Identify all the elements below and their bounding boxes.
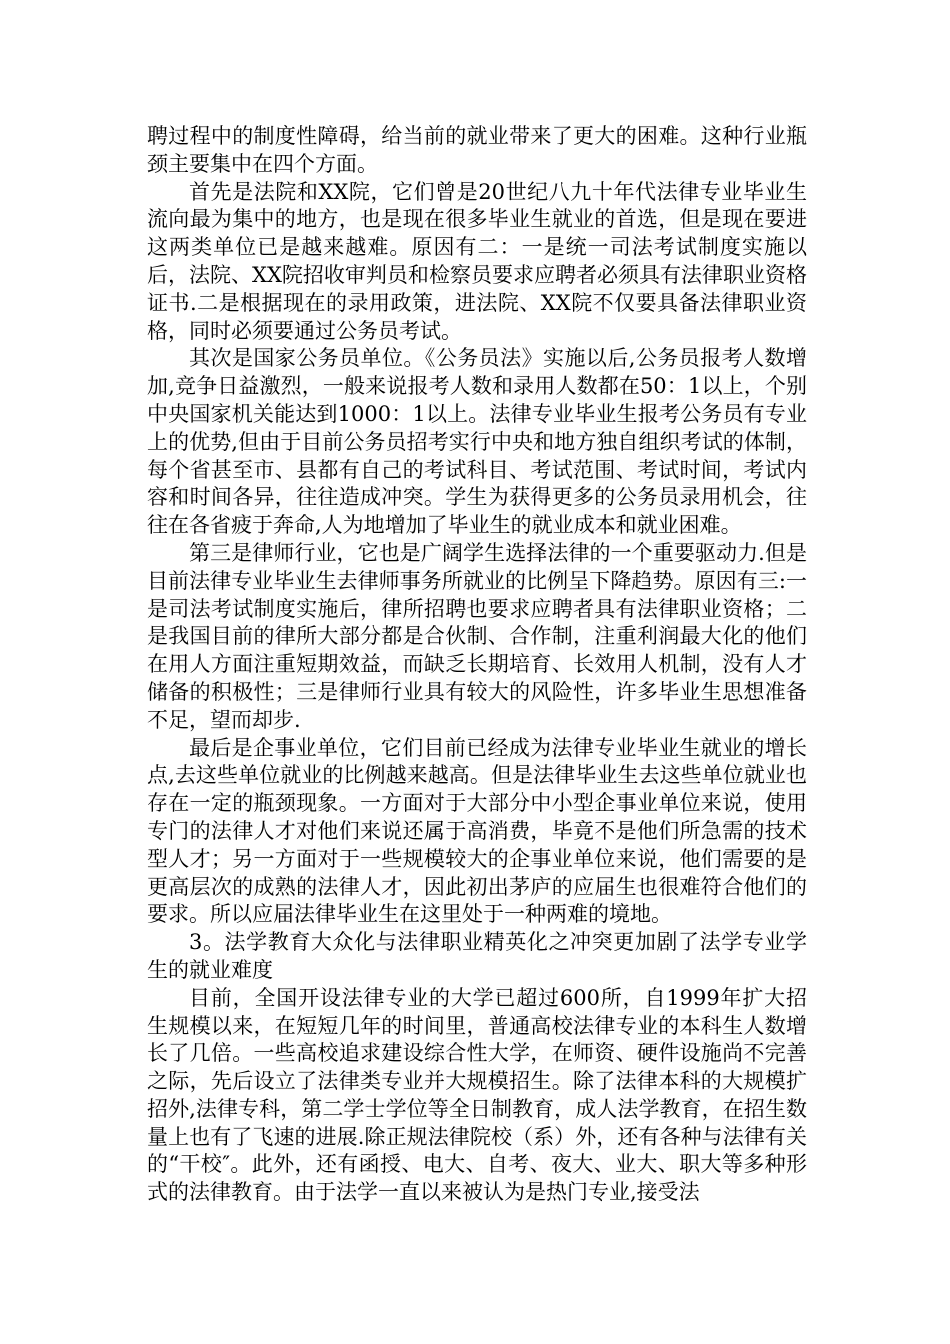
- paragraph-enterprises: 最后是企事业单位，它们目前已经成为法律专业毕业生就业的增长点,去这些单位就业的比例越来越高。但是法律毕业生去这些单位就业也存在一定的瓶颈现象。一方面对于大部分中小型企事业单位来说，使用专门的法律人才对他们来说还属于高消费，毕竟不是他们所急需的技术型人才；另一方面对于一些规模较大的企事业单位来说，他们需要的是更高层次的成熟的法律人才，因此初出茅庐的应届生也很难符合他们的要求。所以应届法律毕业生在这里处于一种两难的境地。: [147, 735, 807, 927]
- paragraph-lawyers: 第三是律师行业，它也是广阔学生选择法律的一个重要驱动力.但是目前法律专业毕业生去律师事务所就业的比例呈下降趋势。原因有三:一是司法考试制度实施后，律所招聘也要求应聘者具有法律职业资格；二是我国目前的律所大部分都是合伙制、合作制，注重利润最大化的他们在用人方面注重短期效益，而缺乏长期培育、长效用人机制，没有人才储备的积极性；三是律师行业具有较大的风险性，许多毕业生思想准备不足，望而却步.: [147, 540, 807, 732]
- paragraph-continuation: 聘过程中的制度性障碍，给当前的就业带来了更大的困难。这种行业瓶颈主要集中在四个方面。: [147, 124, 807, 176]
- paragraph-civil-service: 其次是国家公务员单位。《公务员法》实施以后,公务员报考人数增加,竞争日益激烈，一般来说报考人数和录用人数都在50：1以上，个别中央国家机关能达到1000：1以上。法律专业毕业生报考公务员有专业上的优势,但由于目前公务员招考实行中央和地方独自组织考试的体制，每个省甚至市、县都有自己的考试科目、考试范围、考试时间，考试内容和时间各异，往往造成冲突。学生为获得更多的公务员录用机会，往往在各省疲于奔命,人为地增加了毕业生的就业成本和就业困难。: [147, 346, 807, 538]
- document-body: [147, 123, 807, 1207]
- section-heading-3: 3。法学教育大众化与法律职业精英化之冲突更加剧了法学专业学生的就业难度: [147, 930, 807, 982]
- paragraph-courts: 首先是法院和XX院，它们曾是20世纪八九十年代法律专业毕业生流向最为集中的地方，也是现在很多毕业生就业的首选，但是现在要进这两类单位已是越来越难。原因有二：一是统一司法考试制度实施以后，法院、XX院招收审判员和检察员要求应聘者必须具有法律职业资格证书.二是根据现在的录用政策，进法院、XX院不仅要具备法律职业资格，同时必须要通过公务员考试。: [147, 179, 807, 343]
- paragraph-education-expansion: 目前，全国开设法律专业的大学已超过600所，自1999年扩大招生规模以来，在短短几年的时间里，普通高校法律专业的本科生人数增长了几倍。一些高校追求建设综合性大学，在师资、硬件设施尚不完善之际，先后设立了法律类专业并大规模招生。除了法律本科的大规模扩招外,法律专科，第二学士学位等全日制教育，成人法学教育，在招生数量上也有了飞速的进展.除正规法律院校（系）外，还有各种与法律有关的“干校″。此外，还有函授、电大、自考、夜大、业大、职大等多种形式的法律教育。由于法学一直以来被认为是热门专业,接受法: [147, 985, 807, 1205]
